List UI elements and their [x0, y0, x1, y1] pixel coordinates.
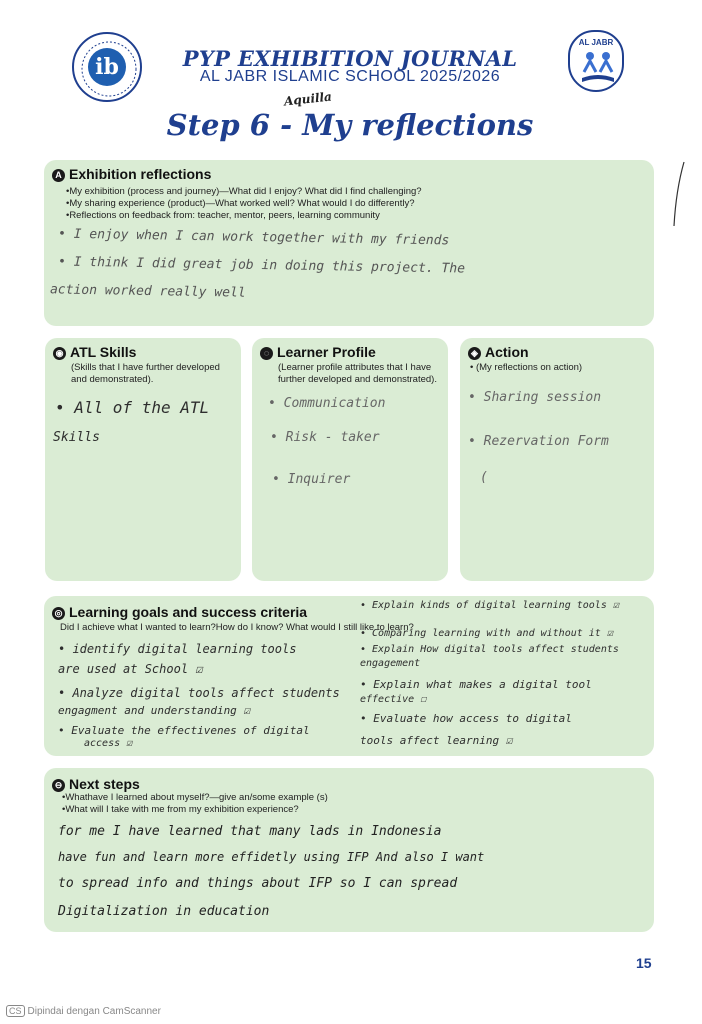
scanner-text: Dipindai dengan CamScanner: [27, 1006, 161, 1017]
next-steps-heading-text: Next steps: [69, 776, 140, 792]
learning-goals-heading: [52, 604, 307, 620]
atl-icon: ◉: [53, 347, 66, 360]
next-steps-icon: ⊖: [52, 779, 65, 792]
next-steps-prompt: •What will I take with me from my exhibition experience?: [62, 804, 299, 815]
action-prompt: • (My reflections on action): [470, 362, 583, 373]
action-answer-line: (: [480, 470, 488, 485]
exhibition-reflections-heading: [52, 166, 211, 182]
page-number: 15: [636, 955, 652, 971]
learner-profile-panel: [252, 338, 448, 581]
goal-right-line: • Explain what makes a digital tool: [360, 678, 592, 691]
learning-goals-heading-text: Learning goals and success criteria: [69, 604, 308, 620]
atl-skills-panel: [45, 338, 241, 581]
children-book-icon: [578, 48, 618, 88]
ib-logo: [72, 32, 142, 102]
student-signature: Aquilla: [283, 89, 333, 109]
goal-left-line: • Analyze digital tools affect students: [58, 686, 340, 700]
exhibition-prompt: •Reflections on feedback from: teacher, mentor, peers, learning community: [66, 210, 380, 221]
atl-answer-line: Skills: [53, 430, 100, 445]
camscanner-icon: CS: [6, 1005, 25, 1017]
goal-right-line: tools affect learning ☑: [360, 734, 513, 747]
exhibition-answer-line: • I think I did great job in doing this project. The: [57, 254, 466, 277]
learner-profile-icon: ◌: [260, 347, 273, 360]
learner-profile-answer-line: • Inquirer: [272, 472, 351, 487]
margin-pen-mark: [672, 160, 688, 230]
exhibition-reflections-panel: [44, 160, 654, 326]
school-subtitle: AL JABR ISLAMIC SCHOOL 2025/2026: [199, 68, 501, 85]
exhibition-heading-text: Exhibition reflections: [69, 166, 212, 182]
learning-goals-panel: [44, 596, 654, 756]
exhibition-prompt: •My sharing experience (product)—What worked well? What would I do differently?: [66, 198, 415, 209]
next-steps-prompt: •Whathave I learned about myself?—give an/some example (s): [62, 792, 328, 803]
action-panel: [460, 338, 654, 581]
next-steps-answer-line: have fun and learn more effidetly using IFP And also I want: [58, 850, 485, 864]
atl-answer-line: • All of the ATL: [55, 398, 210, 417]
learner-profile-heading: [260, 344, 376, 360]
al-jabr-logo-label: AL JABR: [578, 38, 614, 47]
goal-right-line: • Comparing learning with and without it ☑: [360, 628, 613, 639]
action-heading-text: Action: [485, 344, 529, 360]
atl-skills-heading: [53, 344, 136, 360]
goal-right-line: • Explain kinds of digital learning tools ☑: [360, 600, 619, 611]
goal-left-line: are used at School ☑: [58, 662, 203, 676]
learning-goals-prompt: Did I achieve what I wanted to learn?How do I know? What would I still like to learn?: [60, 622, 414, 633]
journal-title: PYP EXHIBITION JOURNAL: [182, 46, 518, 71]
goal-right-line: effective ☐: [360, 694, 427, 705]
next-steps-answer-line: for me I have learned that many lads in Indonesia: [58, 824, 442, 839]
learner-profile-answer-line: • Risk - taker: [270, 430, 380, 445]
al-jabr-logo: [568, 30, 624, 92]
next-steps-heading: [52, 776, 140, 792]
target-icon: ◎: [52, 607, 65, 620]
goal-right-line: • Explain How digital tools affect students: [360, 644, 619, 655]
learner-profile-answer-line: • Communication: [268, 396, 386, 411]
atl-heading-text: ATL Skills: [70, 344, 137, 360]
goal-right-line: engagement: [360, 658, 421, 669]
learner-profile-heading-text: Learner Profile: [277, 344, 376, 360]
goal-right-line: • Evaluate how access to digital: [360, 712, 572, 725]
exhibition-answer-line: • I enjoy when I can work together with my friends: [57, 226, 450, 249]
action-answer-line: • Rezervation Form: [468, 434, 609, 449]
scanner-watermark: [6, 1005, 161, 1017]
learner-profile-prompt: further developed and demonstrated).: [278, 374, 437, 385]
exhibition-answer-line: action worked really well: [49, 282, 246, 301]
atl-prompt: and demonstrated).: [71, 374, 154, 385]
goal-left-line: access ☑: [84, 738, 133, 749]
page-title: Step 6 - My reflections: [166, 108, 534, 142]
atl-prompt: (Skills that I have further developed: [71, 362, 220, 373]
next-steps-answer-line: Digitalization in education: [58, 904, 270, 919]
exhibition-icon: A: [52, 169, 65, 182]
action-icon: ◈: [468, 347, 481, 360]
exhibition-prompt: •My exhibition (process and journey)—What did I enjoy? What did I find challenging?: [66, 186, 422, 197]
goal-left-line: engagment and understanding ☑: [58, 704, 251, 717]
ib-logo-letter: ib: [88, 48, 126, 86]
next-steps-answer-line: to spread info and things about IFP so I can spread: [58, 876, 458, 891]
learner-profile-prompt: (Learner profile attributes that I have: [278, 362, 432, 373]
next-steps-panel: [44, 768, 654, 932]
action-heading: [468, 344, 529, 360]
goal-left-line: • Evaluate the effectivenes of digital: [58, 724, 310, 737]
action-answer-line: • Sharing session: [468, 390, 602, 405]
goal-left-line: • identify digital learning tools: [58, 642, 297, 656]
